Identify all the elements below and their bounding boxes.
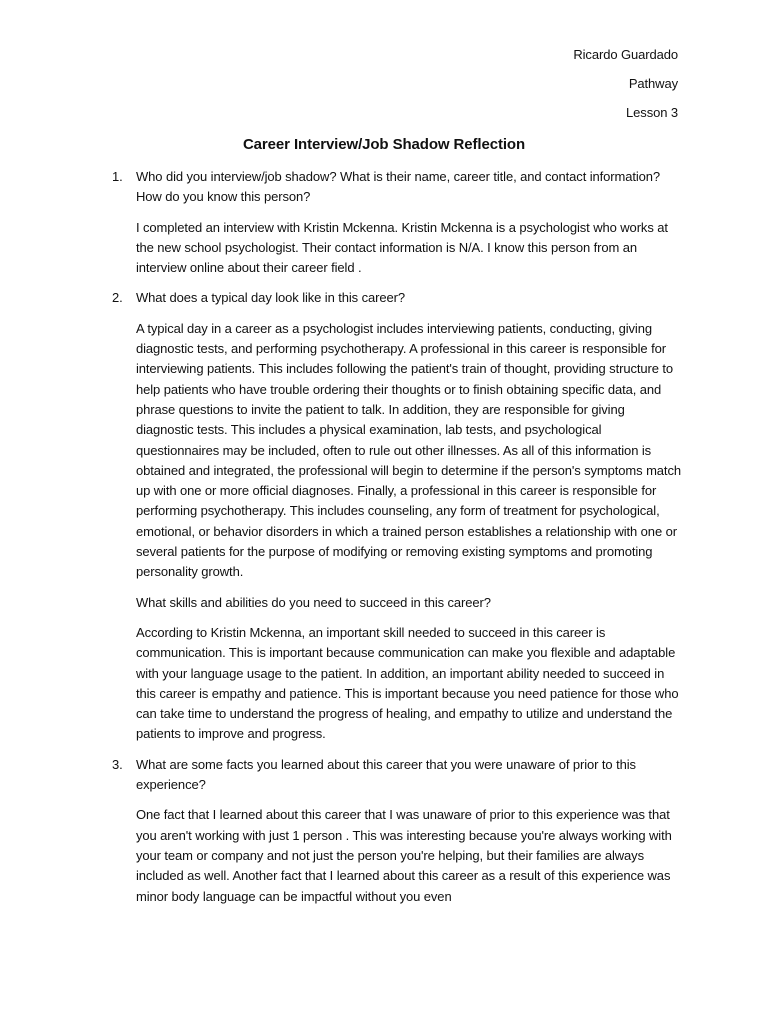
answer-paragraph: One fact that I learned about this career that I was unaware of prior to this experience was that you aren't working with just 1 person . This was interesting because you're always working with your team or company and not just the person you're helping, but their families are always included as well. Another fact that I learned about this career as a result of this experience was minor body language can be impactful without you even: [136, 807, 672, 904]
list-item: [112, 288, 682, 744]
document-header: [573, 45, 678, 132]
course-name: Pathway: [628, 76, 678, 91]
answer-paragraph: According to Kristin Mckenna, an important skill needed to succeed in this career is communication. This is important because communication can make you flexible and adaptable with your language usage to the patient. In addition, an important ability needed to succeed in this career is empathy and patience. This is important because you need patience for those who can take time to understand the progress of healing, and empathy to utilize and understand the patients to improve and progress.: [136, 624, 679, 742]
item-number: 3.: [112, 756, 123, 772]
question-text: What are some facts you learned about this career that you were unaware of prior to this experience?: [136, 756, 636, 793]
item-number: 1.: [112, 169, 123, 184]
document-body: [112, 167, 682, 917]
list-item: [112, 167, 682, 278]
lesson-label: Lesson 3: [626, 105, 678, 120]
item-number: 2.: [112, 290, 123, 306]
author-name: Ricardo Guardado: [573, 47, 678, 62]
answer-paragraph: A typical day in a career as a psychologist includes interviewing patients, conducting, giving diagnostic tests, and performing psychotherapy. A professional in this career is responsible for interviewing patients. This includes following the patient's train of thought, providing structure to help patients who have trouble ordering their thoughts or to finish obtaining specific data, and phrase questions to invite the patient to talk. In addition, they are responsible for giving diagnostic tests. This includes a physical examination, lab tests, and psychological questionnaires may be included, often to rule out other illnesses. As all of this information is obtained and integrated, the professional will begin to determine if the person's symptoms match up with one or more official diagnoses. Finally, a professional in this career is responsible for performing psychotherapy. This includes counseling, any form of treatment for psychological, emotional, or behavior disorders in which a trained person establishes a relationship with one or several patients for the purpose of modifying or removing existing symptoms and promoting personality growth.: [136, 320, 681, 580]
answer-paragraph: I completed an interview with Kristin Mckenna. Kristin Mckenna is a psychologist who works at the new school psychologist. Their contact information is N/A. I know this person from an interview online about their career field .: [136, 219, 668, 276]
question-text: Who did you interview/job shadow? What is their name, career title, and contact information? How do you know this person?: [136, 169, 661, 205]
document-title: Career Interview/Job Shadow Reflection: [242, 136, 526, 153]
list-item: [112, 755, 682, 907]
question-text: What skills and abilities do you need to succeed in this career?: [136, 594, 491, 610]
question-text: What does a typical day look like in this career?: [136, 290, 405, 306]
